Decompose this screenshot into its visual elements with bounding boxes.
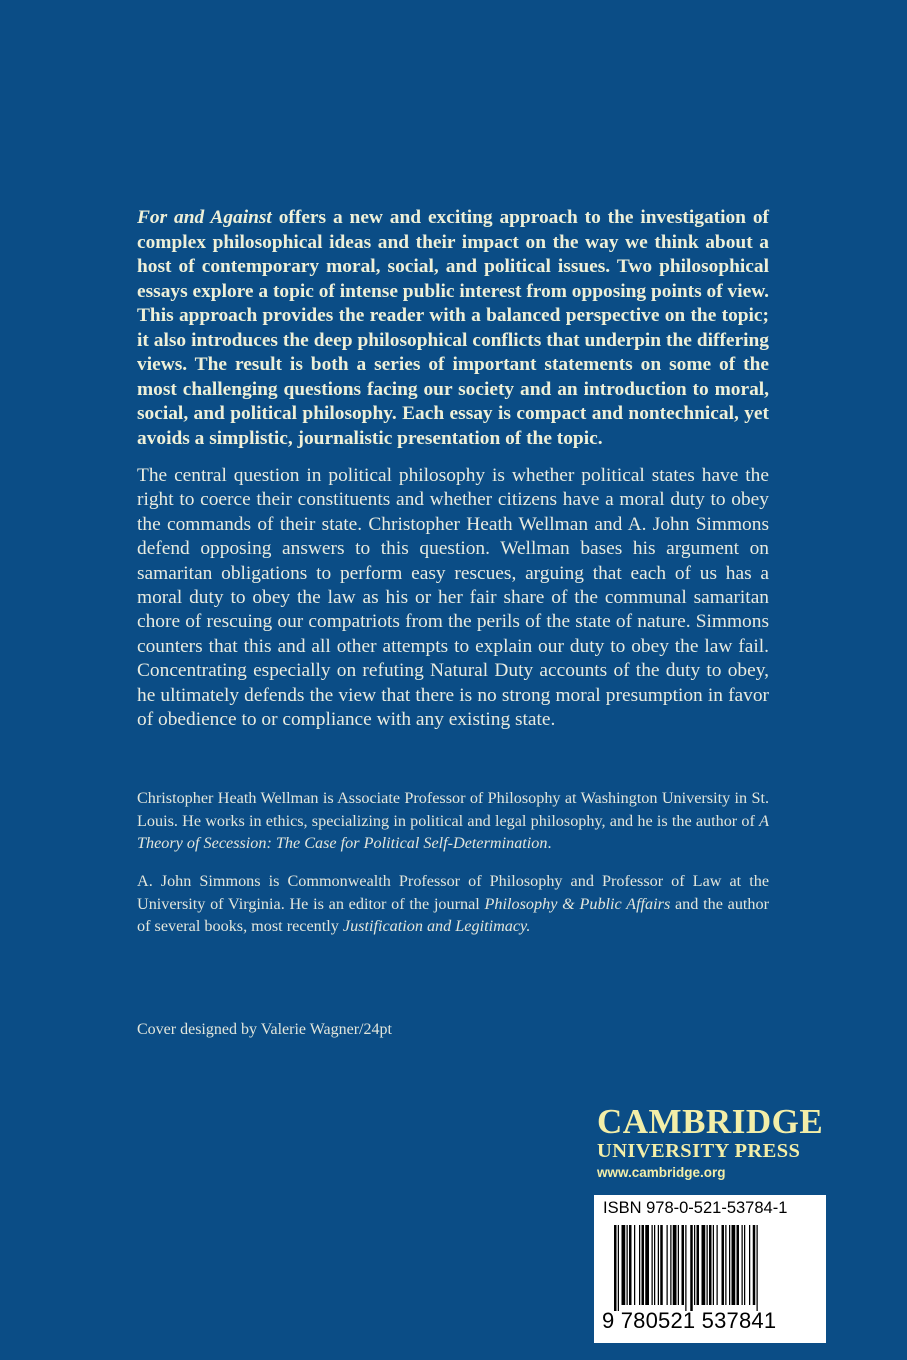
bio-text: A. John Simmons is Commonwealth Professor of Philosophy and Professor of Law at the University of Virginia. He is an editor of the journal	[137, 872, 769, 913]
barcode-bar	[729, 1225, 730, 1305]
barcode-bar	[709, 1225, 712, 1305]
barcode-bar	[702, 1225, 706, 1305]
barcode-bar	[629, 1225, 632, 1305]
barcode-bar	[658, 1225, 659, 1305]
barcode-bar	[690, 1225, 693, 1311]
barcode-bar	[614, 1225, 617, 1311]
barcode-bars	[602, 1225, 818, 1311]
publisher-name: CAMBRIDGE	[597, 1102, 824, 1141]
barcode-bar	[673, 1225, 677, 1305]
journal-title: Philosophy & Public Affairs	[484, 894, 671, 913]
barcode-bar	[639, 1225, 640, 1305]
barcode-bar	[694, 1225, 695, 1305]
cover-credit: Cover designed by Valerie Wagner/24pt	[137, 1021, 392, 1038]
barcode-bar	[697, 1225, 700, 1305]
barcode-bar	[722, 1225, 725, 1305]
barcode-bar	[725, 1225, 726, 1305]
publisher-logo	[597, 1104, 827, 1182]
barcode-bar	[749, 1225, 750, 1305]
isbn-barcode-box	[594, 1195, 826, 1343]
barcode-bar	[667, 1225, 668, 1305]
bio-text: Christopher Heath Wellman is Associate Professor of Philosophy at Washington University in St. Louis. He works in ethics, specializing in political and legal philosophy, and he is the author of	[137, 789, 769, 830]
barcode-bar	[682, 1225, 685, 1305]
barcode-bar	[685, 1225, 686, 1311]
series-blurb-text: offers a new and exciting approach to the investigation of complex philosophical ideas and their impact on the way we think about a host of contemporary moral, social, and political issues. Two philosophical essays explore a topic of intense public interest from opposing points of view. This approach provides the reader with a balanced perspective on the topic; it also introduces the deep philosophical conflicts that underpin the differing views. The result is both a series of important statements on some of the most challenging questions facing our society and an introduction to moral, social, and political philosophy. Each essay is compact and nontechnical, yet avoids a simplistic, journalistic presentation of the topic.	[137, 207, 769, 449]
barcode-bar	[618, 1225, 619, 1311]
bio-mid: and the author of several books, most recently	[137, 894, 769, 935]
barcode-bar	[660, 1225, 663, 1305]
barcode-bar	[622, 1225, 626, 1305]
book-title: A Theory of Secession: The Case for Political Self-Determination	[137, 811, 769, 852]
barcode-bar	[670, 1225, 671, 1305]
isbn-number: ISBN 978-0-521-53784-1	[603, 1199, 788, 1217]
barcode-bar	[634, 1225, 635, 1305]
series-title: For and Against	[137, 207, 272, 228]
barcode-bar	[732, 1225, 736, 1305]
book-description: The central question in political philosophy is whether political states have the right to coerce their constituents and whether citizens have a moral duty to obey the commands of their state. Christopher Heath Wellman and A. John Simmons defend opposing answers to this question. Wellman bases his argument on samaritan obligations to perform easy rescues, arguing that each of us has a moral duty to obey the law as his or her fair share of the communal samaritan chore of rescuing our compatriots from the perils of the state of nature. Simmons counters that this and all other attempts to explain our duty to obey the law fail. Concentrating especially on refuting Natural Duty accounts of the duty to obey, he ultimately defends the view that there is no strong moral presumption in favor of obedience to or compliance with any existing state.	[137, 465, 769, 731]
barcode-digits: 9 780521 537841	[602, 1308, 777, 1333]
barcode-bar	[642, 1225, 645, 1305]
barcode-bar	[713, 1225, 714, 1305]
bio-tail: .	[547, 834, 552, 852]
barcode-bar	[645, 1225, 649, 1305]
book-title: Justification and Legitimacy.	[342, 917, 531, 935]
barcode-bar	[717, 1225, 718, 1305]
barcode-bar	[742, 1225, 743, 1305]
barcode-bar	[753, 1225, 756, 1305]
publisher-url: www.cambridge.org	[597, 1165, 726, 1180]
author-bio-simmons	[137, 870, 769, 938]
barcode-bar	[654, 1225, 655, 1305]
barcode-bar	[627, 1225, 628, 1305]
barcode-bar	[707, 1225, 708, 1305]
barcode-bar	[744, 1225, 745, 1305]
author-bio-wellman	[137, 787, 769, 855]
barcode-bar	[757, 1225, 758, 1311]
barcode-bar	[678, 1225, 679, 1305]
series-blurb	[137, 206, 769, 451]
barcode-bar	[652, 1225, 653, 1305]
barcode-bar	[737, 1225, 740, 1305]
publisher-subname: UNIVERSITY PRESS	[597, 1140, 801, 1162]
